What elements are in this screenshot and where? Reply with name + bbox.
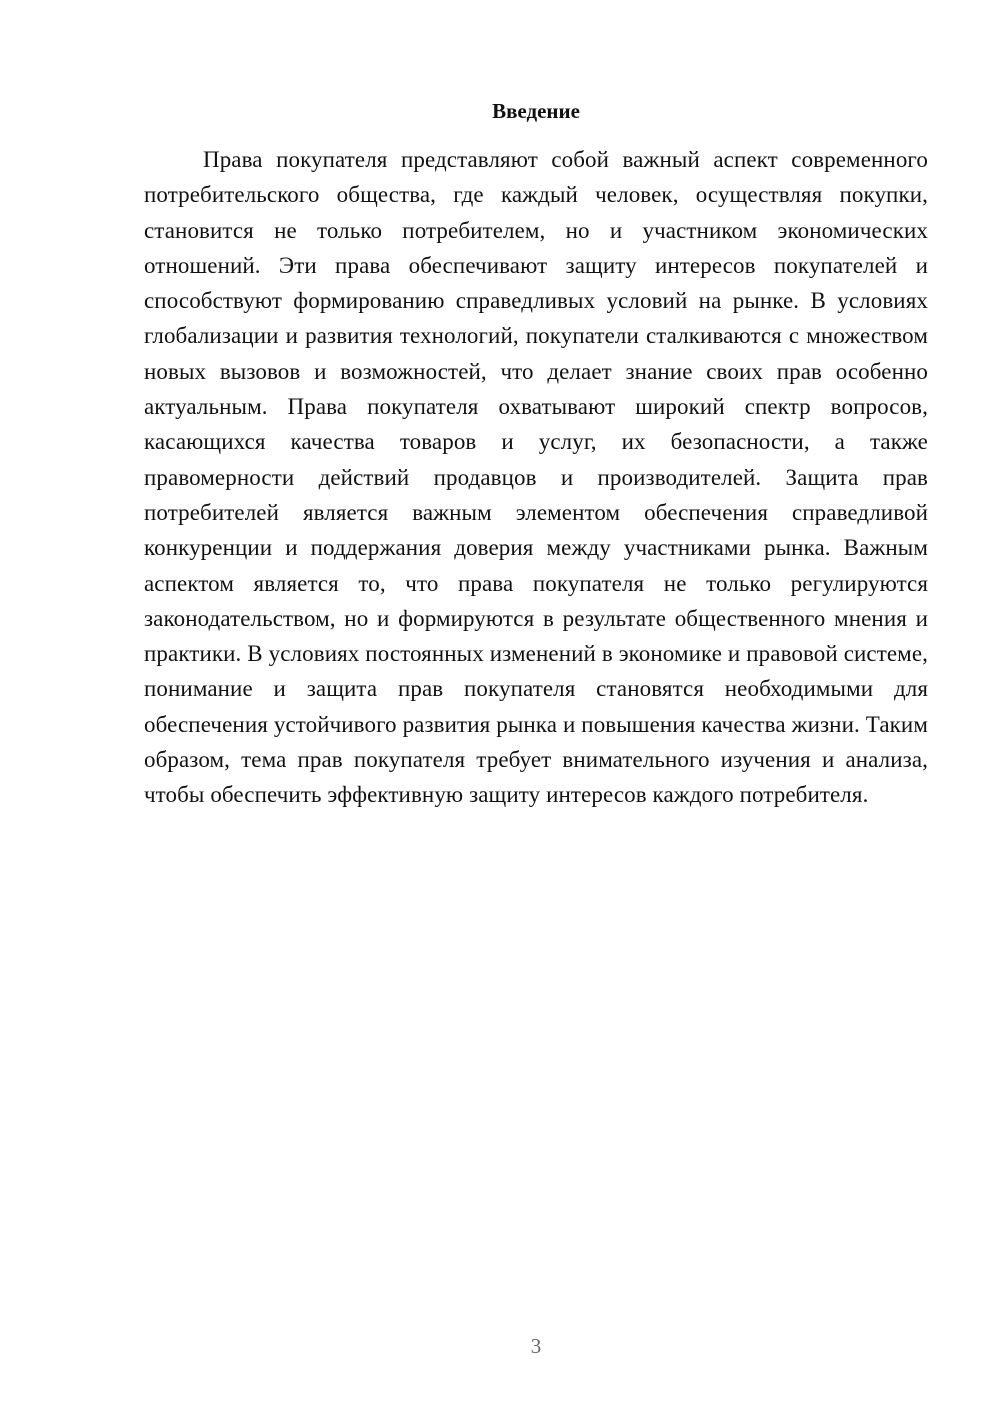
section-title: Введение bbox=[492, 99, 580, 123]
page-number: 3 bbox=[530, 1334, 542, 1358]
body-paragraph: Права покупателя представляют собой важный аспект современного потребительского общества, где каждый человек, осуществляя покупки, становится не только потребителем, но и участником экономических отношений. Эти права обеспечивают защиту интересов покупателей и способствуют формированию справедливых условий на рынке. В условиях глобализации и развития технологий, покупатели сталкиваются с множеством новых вызовов и возможностей, что делает знание своих прав особенно актуальным. Права покупателя охватывают широкий спектр вопросов, касающихся качества товаров и услуг, их безопасности, а также правомерности действий продавцов и производителей. Защита прав потребителей является важным элементом обеспечения справедливой конкуренции и поддержания доверия между участниками рынка. Важным аспектом является то, что права покупателя не только регулируются законодательством, но и формируются в результате общественного мнения и практики. В условиях постоянных изменений в экономике и правовой системе, понимание и защита прав покупателя становятся необходимыми для обеспечения устойчивого развития рынка и повышения качества жизни. Таким образом, тема прав покупателя требует внимательного изучения и анализа, чтобы обеспечить эффективную защиту интересов каждого потребителя. bbox=[144, 147, 928, 808]
